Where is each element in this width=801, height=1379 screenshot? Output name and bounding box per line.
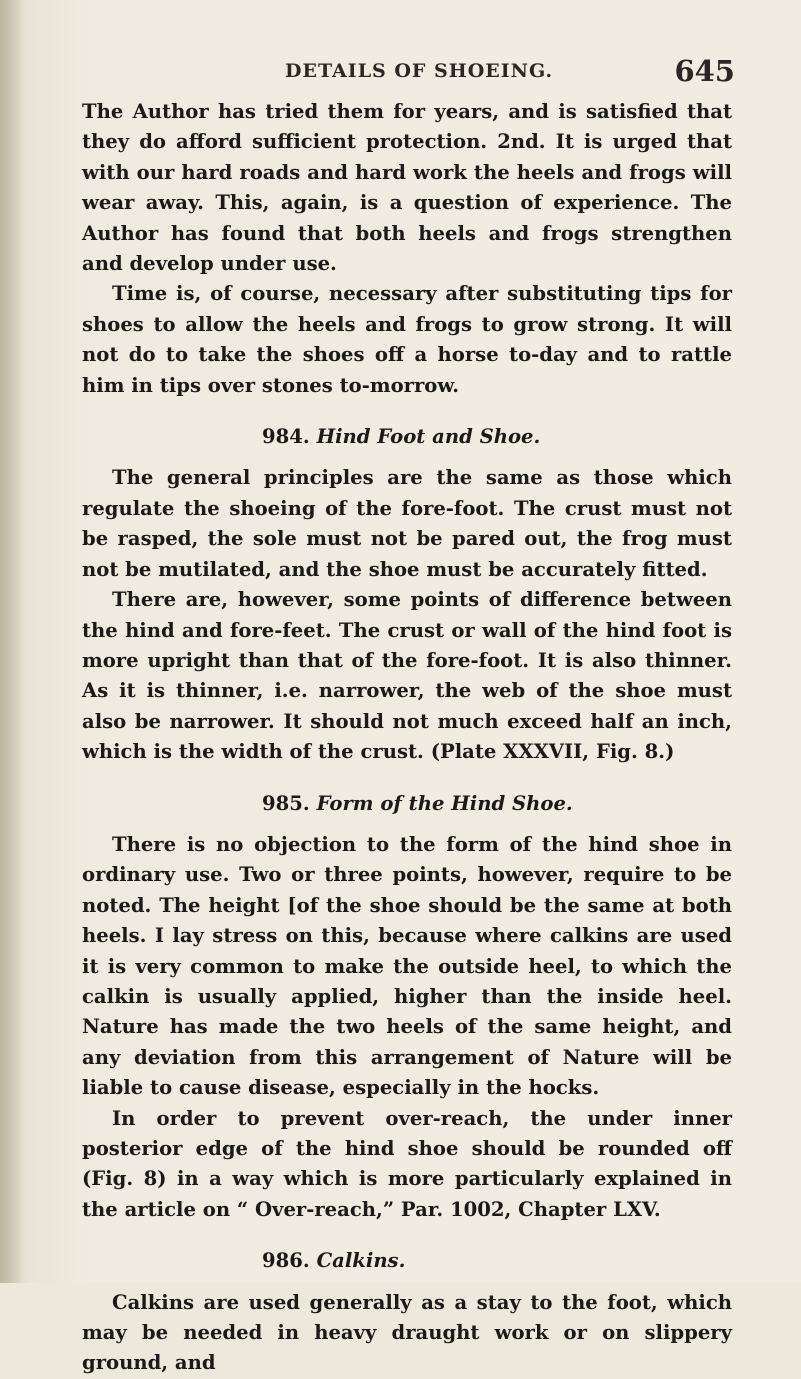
- page-header: [285, 54, 735, 90]
- section-title-985: Form of the Hind Shoe.: [316, 791, 573, 815]
- section-number-984: 984.: [262, 425, 310, 449]
- paragraph-hind-shoe-form: There is no objection to the form of the hind shoe in ordinary use. Two or three points, however, require to be noted. The height [of the shoe should be the same at both heels. I lay stress on this, because where calkins are used it is very common to make the outside heel, to which the calkin is usually applied, higher than the inside heel. Nature has made the two heels of the same height, and any deviation from this arrangement of Nature will be liable to cause disease, especially in the hocks.: [82, 832, 732, 1100]
- binding-gutter-shadow: [0, 0, 24, 1283]
- paragraph-protection: The Author has tried them for years, and is satisfied that they do afford sufficient protection. 2nd. It is urged that with our hard roads and hard work the heels and frogs will wear away. This, again, is a question of experience. The Author has found that both heels and frogs strengthen and develop under use.: [82, 100, 732, 276]
- section-heading-984: [82, 422, 732, 452]
- paragraph-calkins: Calkins are used generally as a stay to the foot, which may be needed in heavy draught work or on slippery ground, and: [82, 1290, 732, 1375]
- section-title-984: Hind Foot and Shoe.: [316, 425, 541, 449]
- section-number-986: 986.: [262, 1249, 310, 1273]
- running-title: DETAILS OF SHOEING.: [285, 60, 554, 82]
- body-text: [82, 97, 732, 1379]
- section-number-985: 985.: [262, 791, 310, 815]
- section-title-986: Calkins.: [316, 1249, 406, 1273]
- section-heading-985: [82, 789, 732, 819]
- page-number: 645: [674, 54, 735, 88]
- paragraph-points-of-difference: There are, however, some points of difference between the hind and fore-feet. The crust or wall of the hind foot is more upright than that of the fore-foot. It is also thinner. As it is thinner, i.e. narrower, the web of the shoe must also be narrower. It should not much exceed half an inch, which is the width of the crust. (Plate XXXVII, Fig. 8.): [82, 588, 732, 764]
- paragraph-general-principles: The general principles are the same as those which regulate the shoeing of the fore-foot. The crust must not be rasped, the sole must not be pared out, the frog must not be mutilated, and the shoe must be accurately fitted.: [82, 466, 732, 581]
- section-heading-986: [82, 1246, 732, 1276]
- paragraph-time-tips: Time is, of course, necessary after substituting tips for shoes to allow the heels and frogs to grow strong. It will not do to take the shoes off a horse to-day and to rattle him in tips over stones to-morrow.: [82, 282, 732, 397]
- paragraph-over-reach: In order to prevent over-reach, the under inner posterior edge of the hind shoe should be rounded off (Fig. 8) in a way which is more particularly explained in the article on “ Over-reach,” Par. 1002, Chapter LXV.: [82, 1106, 732, 1221]
